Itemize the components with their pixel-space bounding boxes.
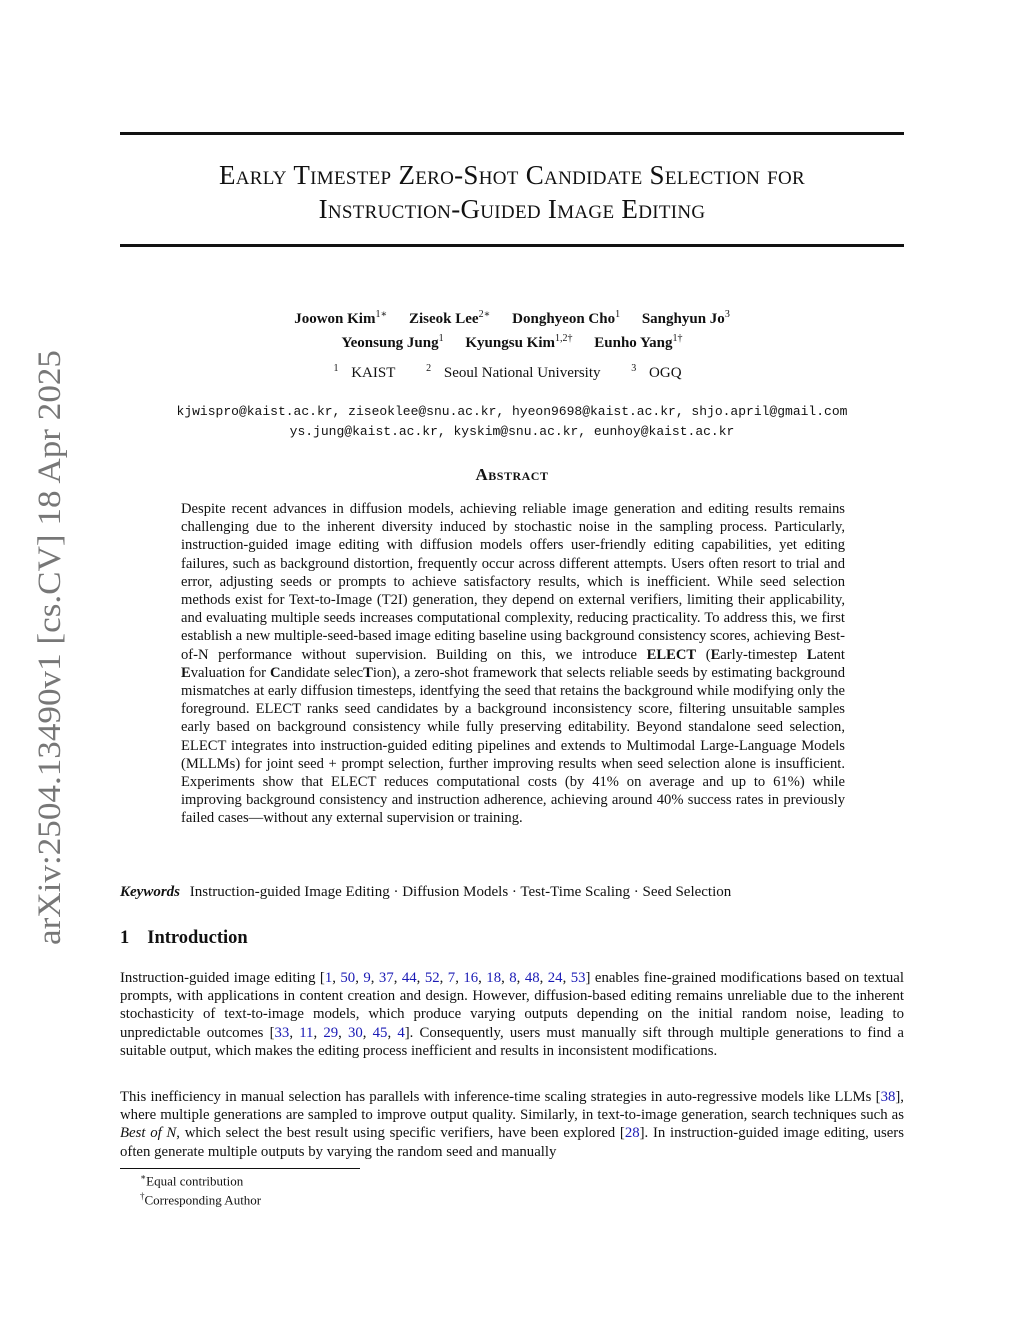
intro-paragraph-1: Instruction-guided image editing [1, 50, 9, 37, 44, 52, 7, 16, 18, 8, 48, 24, 53] enables fine-grained modifications based on textual prompts, with applications in content creation and design. However, diffusion-based editing remains unreliable due to the inherent stochasticity of text-to-image models, which produce varying outputs depending on the initial random noise, leading to unpredictable outcomes [33, 11, 29, 30, 45, 4]. Consequently, users must manually sift through multiple generations to find a suitable output, which makes the editing process inefficient and results in inconsistent modifications. [120,970,904,1059]
citation-link[interactable]: 37 [378,970,394,986]
intro-paragraph-2: This inefficiency in manual selection has parallels with inference-time scaling strategies in auto-regressive models like LLMs [38], where multiple generations are sampled to improve output quality. Similarly, in text-to-image generation, search techniques such as Best of N, which select the best result using specific verifiers, have been explored [28]. In instruction-guided image editing, users often generate multiple outputs by varying the random seed and manually [120,1089,904,1160]
affiliation: $^1$ KAIST [333,363,396,381]
citation-link[interactable]: 7 [447,970,456,986]
citation-link[interactable]: 16 [463,970,479,986]
abstract-heading: Abstract [475,465,549,484]
keywords-text: Instruction-guided Image Editing · Diffusion Models · Test-Time Scaling · Seed Selection [189,884,732,900]
citation-link[interactable]: 30 [347,1024,363,1041]
citation-link[interactable]: 52 [424,970,440,986]
author-list [120,305,904,353]
arxiv-sidebar-svg [8,0,80,1325]
citation-link[interactable]: 11 [299,1024,314,1041]
title-line-2: Instruction-Guided Image Editing [318,194,706,224]
citation-link[interactable]: 29 [323,1024,339,1041]
citation-link[interactable]: 18 [486,970,502,986]
author: Kyungsu Kim$^{1,2\dagger}$ [465,333,573,351]
author-line-2 [120,329,904,353]
citation-link[interactable]: 1 [324,970,333,986]
section-heading: 1 Introduction [120,928,248,948]
footnote-1: ∗Equal contribution [140,1172,244,1189]
citation-link[interactable]: 44 [401,970,417,986]
arxiv-sidebar [8,0,80,1325]
citation-link[interactable]: 24 [547,970,563,986]
citation-link[interactable]: 53 [570,970,586,986]
email-line-2[interactable]: ys.jung@kaist.ac.kr, kyskim@snu.ac.kr, eunhoy@kaist.ac.kr [289,424,735,439]
citation-link[interactable]: 28 [624,1125,640,1142]
citation-link[interactable]: 50 [340,970,356,986]
title-bottom-rule [120,244,904,247]
email-list [100,402,924,442]
author: Ziseok Lee$^{2∗}$ [409,309,491,327]
title-top-rule [120,132,904,135]
citation-link[interactable]: 48 [524,970,540,986]
author: Yeonsung Jung$^1$ [341,333,444,351]
paper-title [120,158,904,226]
email-line-1[interactable]: kjwispro@kaist.ac.kr, ziseoklee@snu.ac.kr, hyeon9698@kaist.ac.kr, shjo.april@gmail.com [176,404,848,419]
citation-link[interactable]: 8 [509,970,517,986]
citation-link[interactable]: 4 [397,1024,405,1041]
citation-link[interactable]: 45 [372,1024,388,1041]
citation-link[interactable]: 9 [363,970,371,986]
keywords [120,884,904,901]
affiliation: $^3$ OGQ [631,363,682,381]
citation-link[interactable]: 33 [274,1024,290,1041]
abstract-body: Despite recent advances in diffusion models, achieving reliable image generation and editing results remains challenging due to the inherent diversity induced by stochastic noise in the sampling process. Particularly, instruction-guided image editing with diffusion models offers user-friendly editing capabilities, yet editing failures, such as background distortion, frequently occur across different attempts. Users often resort to trial and error, adjusting seeds or prompts to achieve satisfactory results, which is inefficient. While seed selection methods exist for Text-to-Image (T2I) generation, they depend on external verifiers, limiting their applicability, and evaluating multiple seeds increases computational complexity, reducing practicality. To address this, we first establish a new multiple-seed-based image editing baseline using background consistency scores, achieving Best-of-N performance without supervision. Building on this, we introduce ELECT (Early-timestep Latent Evaluation for Candidate selecTion), a zero-shot framework that selects reliable seeds by estimating background mismatches at early diffusion timesteps, identfying the seed that retains the background while modifying only the foreground. ELECT ranks seed candidates by a background inconsistency score, filtering unsuitable samples early based on background consistency while fully preserving editability. Beyond standalone seed selection, ELECT integrates into instruction-guided editing pipelines and extends to Multimodal Large-Language Models (MLLMs) for joint seed + prompt selection, further improving results when seed selection alone is insufficient. Experiments show that ELECT reduces computational costs (by 41% on average and up to 61%) while improving background consistency and instruction adherence, achieving around 40% success rates in previously failed cases—without any external supervision or training. [181,501,846,827]
keywords-label: Keywords [120,884,180,900]
affiliation: $^2$ Seoul National University [426,363,601,381]
title-line-1: Early Timestep Zero-Shot Candidate Selection for [218,160,806,190]
footnote-2: †Corresponding Author [140,1191,262,1208]
citation-link[interactable]: 38 [880,1089,896,1105]
affiliations [120,363,904,382]
author: Joowon Kim$^{1∗}$ [294,309,388,327]
arxiv-id[interactable]: arXiv:2504.13490v1 [cs.CV] 18 Apr 2025 [32,385,68,945]
author: Sanghyun Jo$^3$ [641,309,730,327]
author: Eunho Yang$^{1\dagger}$ [594,333,683,351]
footnote-rule [120,1168,360,1169]
author-line-1 [120,305,904,329]
author: Donghyeon Cho$^1$ [512,309,621,327]
